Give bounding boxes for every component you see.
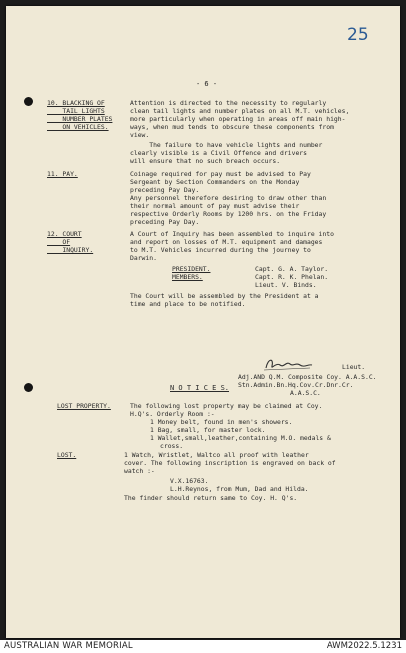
sec10-heading-1: 10. BLACKING OF [47, 99, 105, 107]
sec10-line: ways, when mud tends to obscure these components from [130, 123, 334, 131]
punch-hole [24, 383, 33, 392]
sec10-line: Attention is directed to the necessity to regularly [130, 99, 327, 107]
member-name: Capt. G. A. Taylor. [255, 265, 329, 273]
notices-heading: N O T I C E S. [170, 384, 230, 392]
signature-line: Adj.AND Q.M. Composite Coy. A.A.S.C. [238, 373, 377, 381]
sec10-line: The failure to have vehicle lights and number [130, 141, 323, 149]
sec10-line: clean tail lights and number plates on all M.T. vehicles, [130, 107, 350, 115]
lost-line: 1 Watch, Wristlet, Waltco all proof with leather [124, 451, 309, 459]
sec11-line: Any personnel therefore desiring to draw other than [130, 194, 327, 202]
sec11-heading: 11. PAY. [47, 170, 78, 178]
page-number: - 6 - [196, 80, 218, 88]
sec12-line: Darwin. [130, 254, 157, 262]
handwritten-signature [262, 356, 314, 372]
signature-rank: Lieut. [342, 363, 366, 371]
lost-line: cover. The following inscription is engraved on back of [124, 459, 336, 467]
lost-property-item: 1 Bag, small, for master lock. [150, 426, 266, 434]
lost-property-heading: LOST PROPERTY. [57, 402, 111, 410]
lost-property-item: 1 Money belt, found in men's showers. [150, 418, 293, 426]
sec12-heading-1: 12. COURT [47, 230, 82, 238]
sec12-heading-3: INQUIRY. [47, 246, 94, 254]
sec12-closing: The Court will be assembled by the President at a [130, 292, 319, 300]
signature-line: A.A.S.C. [290, 389, 321, 397]
sec11-line: preceding Pay Day. [130, 218, 200, 226]
lost-closing: The finder should return same to Coy. H. Q's. [124, 494, 298, 502]
footer-source: AUSTRALIAN WAR MEMORIAL [4, 641, 133, 651]
inscription-line: V.X.16763. [170, 477, 209, 485]
sec10-line: view. [130, 131, 150, 139]
member-name: Capt. R. K. Phelan. [255, 273, 329, 281]
lost-heading: LOST. [57, 451, 77, 459]
sec11-line: respective Orderly Rooms by 1200 hrs. on the Friday [130, 210, 327, 218]
sec11-line: Sergeant by Section Commanders on the Monday [130, 178, 300, 186]
sec12-line: and report on losses of M.T. equipment and damages [130, 238, 323, 246]
signature-line: Stn.Admin.Bn.Hq.Cov.Cr.Dnr.Cr. [238, 381, 354, 389]
sec11-line: Coinage required for pay must be advised to Pay [130, 170, 311, 178]
sec11-line: preceding Pay Day. [130, 186, 200, 194]
president-label: PRESIDENT. [172, 265, 211, 273]
sec12-heading-2: OF [47, 238, 71, 246]
sec10-heading-4: ON VEHICLES. [47, 123, 109, 131]
lost-line: watch :- [124, 467, 155, 475]
lost-property-item: cross. [160, 442, 184, 450]
members-label: MEMBERS. [172, 273, 203, 281]
lost-property-line: The following lost property may be claimed at Coy. [130, 402, 323, 410]
footer-bar [0, 640, 406, 653]
sec10-line: will ensure that no such breach occurs. [130, 157, 281, 165]
lost-property-item: 1 Wallet,small,leather,containing M.O. medals & [150, 434, 331, 442]
sec10-line: more particularly when operating in areas off main high- [130, 115, 346, 123]
member-name: Lieut. V. Binds. [255, 281, 317, 289]
folio-number: 25 [347, 25, 369, 45]
sec12-line: A Court of Inquiry has been assembled to inquire into [130, 230, 334, 238]
sec10-heading-3: NUMBER PLATES [47, 115, 113, 123]
lost-property-line: H.Q's. Orderly Room :- [130, 410, 215, 418]
inscription-line: L.H.Reynos, from Mum, Dad and Hilda. [170, 485, 309, 493]
sec10-heading-2: TAIL LIGHTS [47, 107, 105, 115]
sec10-line: clearly visible is a Civil Offence and drivers [130, 149, 307, 157]
footer-record-id: AWM2022.5.1231 [326, 641, 402, 651]
sec12-line: to M.T. Vehicles incurred during the journey to [130, 246, 311, 254]
punch-hole [24, 97, 33, 106]
sec11-line: their normal amount of pay must advise their [130, 202, 300, 210]
sec12-closing: time and place to be notified. [130, 300, 246, 308]
